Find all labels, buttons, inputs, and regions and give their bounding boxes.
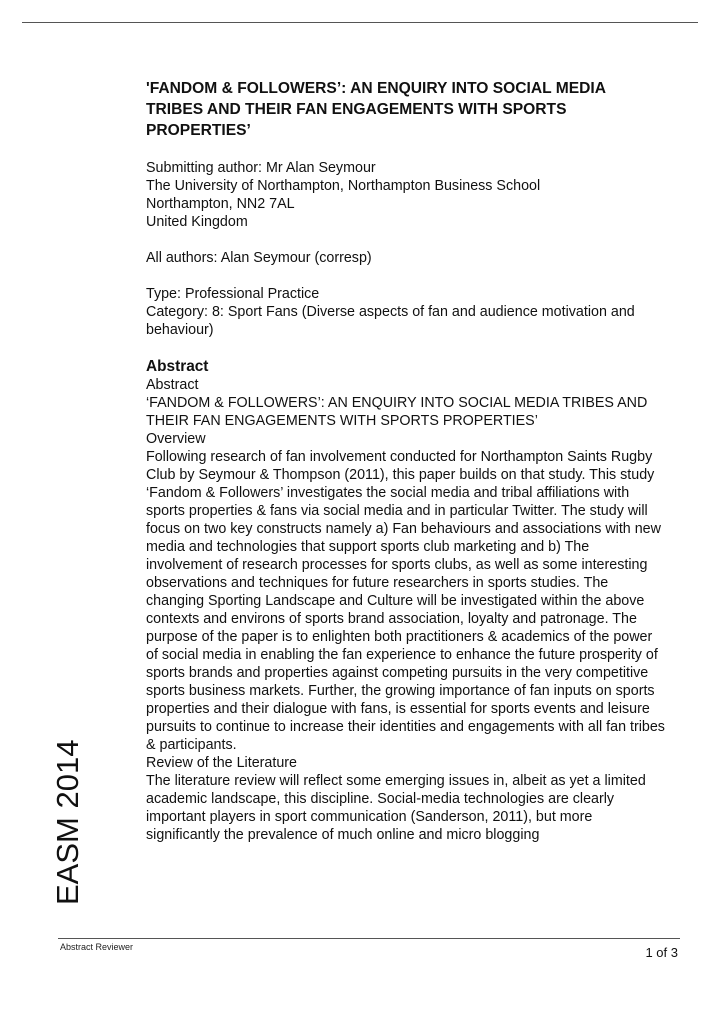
address: Northampton, NN2 7AL — [146, 196, 295, 212]
footer-divider — [58, 938, 680, 939]
footer-reviewer-label: Abstract Reviewer — [60, 942, 134, 952]
abstract-heading: Abstract — [146, 358, 209, 375]
all-authors: All authors: Alan Seymour (corresp) — [146, 250, 372, 266]
submitting-author: Submitting author: Mr Alan Seymour — [146, 160, 376, 176]
overview-text: Following research of fan involvement conducted for Northampton Saints Rugby Club by Seymour & Thompson (2011), this paper builds on that study. This study ‘Fandom & Followers’ investigates the social media and tribal affiliations with sports properties & fans via social media and in particular Twitter. The study will focus on two key constructs namely a) Fan behaviours and associations with new media and technologies that support sports club marketing and b) The involvement of research processes for sports clubs, as well as some interesting observations and techniques for future researchers in sports studies. The changing Sporting Landscape and Culture will be investigated within the above contexts and environs of sports brand association, loyalty and patronage. The purpose of the paper is to enlighten both practitioners & academics of the power of social media in enabling the fan experience to enhance the future prosperity of sports brands and properties against competing pursuits in the very competitive sports business markets. Further, the growing importance of fan inputs on sports properties and their dialogue with fans, is essential for sports events and leisure pursuits to continue to increase their identities and engagements with all fan tribes & participants. — [146, 449, 665, 753]
document-title: 'FANDOM & FOLLOWERS’: AN ENQUIRY INTO SOCIAL MEDIA TRIBES AND THEIR FAN ENGAGEMENTS WITH SPORTS PROPERTIES’ — [146, 80, 606, 139]
institution: The University of Northampton, Northampton Business School — [146, 178, 541, 194]
conference-side-label: EASM 2014 — [50, 739, 85, 905]
literature-text: The literature review will reflect some emerging issues in, albeit as yet a limited academic landscape, this discipline. Social-media technologies are clearly important players in sport communication (Sanderson, 2011), but more significantly the prevalence of much online and micro blogging — [146, 773, 646, 843]
country: United Kingdom — [146, 214, 248, 230]
literature-heading: Review of the Literature — [146, 755, 297, 771]
submission-category: Category: 8: Sport Fans (Diverse aspects of fan and audience motivation and behaviour) — [146, 304, 635, 338]
submission-type: Type: Professional Practice — [146, 286, 320, 302]
page-number: 1 of 3 — [645, 945, 678, 960]
overview-heading: Overview — [146, 431, 206, 447]
abstract-subtitle: ‘FANDOM & FOLLOWERS’: AN ENQUIRY INTO SOCIAL MEDIA TRIBES AND THEIR FAN ENGAGEMENTS WITH SPORTS PROPERTIES’ — [146, 395, 648, 429]
document-body — [146, 78, 666, 844]
top-divider — [22, 22, 698, 23]
abstract-label: Abstract — [146, 377, 199, 393]
